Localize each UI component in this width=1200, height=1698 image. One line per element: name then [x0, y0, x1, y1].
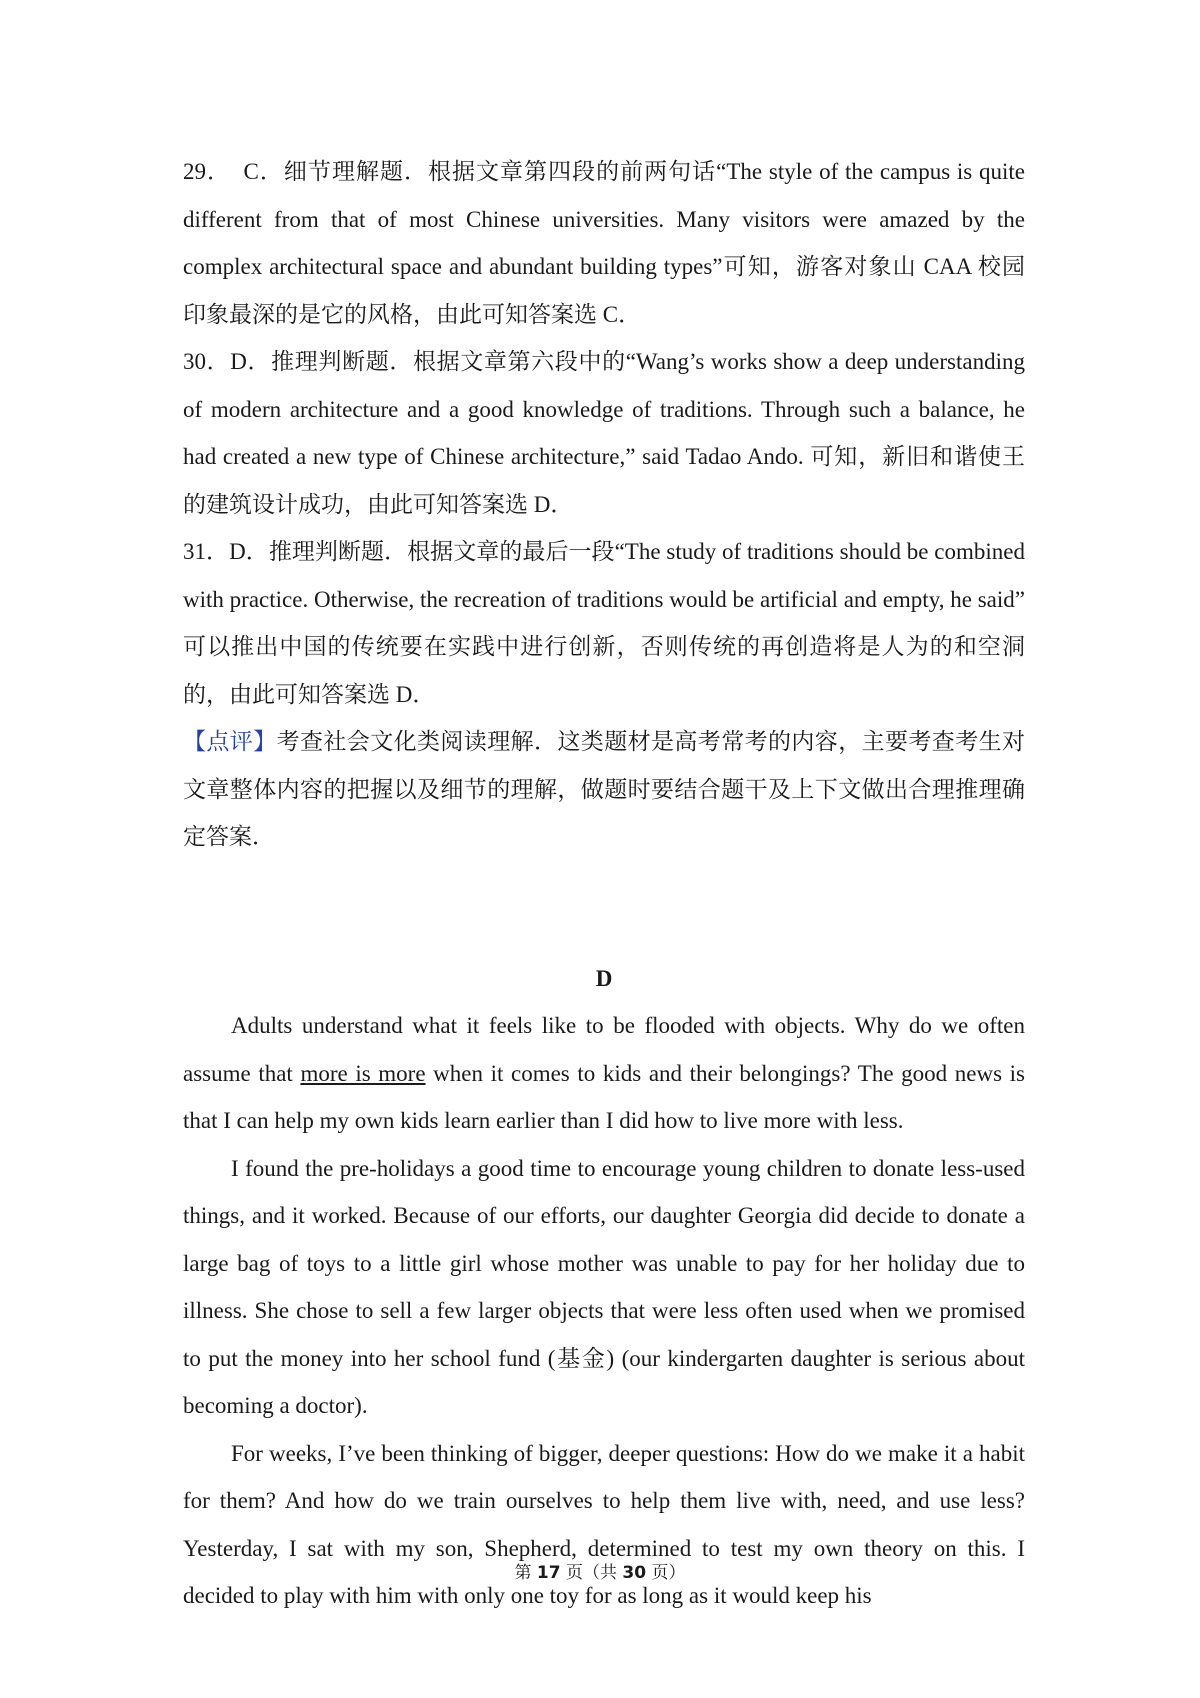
footer-suffix: 页）: [646, 1563, 686, 1583]
section-title: D: [595, 965, 613, 991]
answer-30: 30．D．推理判断题．根据文章第六段中的“Wang’s works show a deep understanding of modern architecture and a good knowledge of traditions. Through such a balance, he had created a new type of Chinese architecture,” said Tadao Ando. 可知，新旧和谐使王的建筑设计成功，由此可知答案选 D．: [183, 349, 1025, 517]
passage-paragraph-1: [183, 1002, 1025, 1145]
review-label: 【点评】: [183, 729, 277, 754]
answer-29: 29． C．细节理解题．根据文章第四段的前两句话“The style of the campus is quite different from that of most Chinese universities. Many visitors were amazed by the complex architectural space and abundant building types”可知，游客对象山 CAA 校园印象最深的是它的风格，由此可知答案选 C．: [183, 159, 1025, 327]
p1-underlined-phrase: more is more: [300, 1060, 426, 1086]
page-content: [183, 148, 1025, 1620]
review-comment: [183, 718, 1025, 861]
answer-31: 31．D．推理判断题．根据文章的最后一段“The study of traditions should be combined with practice. Otherwise, the recreation of traditions would be artificial and empty, he said” 可以推出中国的传统要在实践中进行创新，否则传统的再创造将是人为的和空洞的，由此可知答案选 D．: [183, 539, 1025, 707]
footer-total-pages: 30: [622, 1563, 647, 1583]
passage-paragraph-2: I found the pre-holidays a good time to encourage young children to donate less-used things, and it worked. Because of our efforts, our daughter Georgia did decide to donate a large bag of toys to a little girl whose mother was unable to pay for her holiday due to illness. She chose to sell a few larger objects that were less often used when we promised to put the money into her school fund (基金) (our kindergarten daughter is serious about becoming a doctor).: [183, 1155, 1025, 1418]
p1-after: when it comes to kids and their belongings? The good news is that I can help my own kids learn earlier than I did how to live more with less.: [183, 1060, 1025, 1133]
page-footer: [0, 1558, 1200, 1583]
p1-before: Adults understand what it feels like to be flooded with objects. Why do we often assume that: [183, 1013, 1025, 1086]
footer-page-number: 17: [536, 1563, 561, 1583]
review-text: 考查社会文化类阅读理解．这类题材是高考常考的内容，主要考查考生对文章整体内容的把握以及细节的理解，做题时要结合题干及上下文做出合理推理确定答案．: [183, 729, 1026, 849]
spacer: [183, 861, 1025, 908]
passage-paragraph-3: For weeks, I’ve been thinking of bigger, deeper questions: How do we make it a habit for them? And how do we train ourselves to help them live with, need, and use less? Yesterday, I sat with my son, Shepherd, determined to test my own theory on this. I decided to play with him with only one toy for as long as it would keep his: [183, 1440, 1025, 1608]
footer-middle: 页（共: [560, 1563, 623, 1583]
footer-prefix: 第: [514, 1563, 537, 1583]
